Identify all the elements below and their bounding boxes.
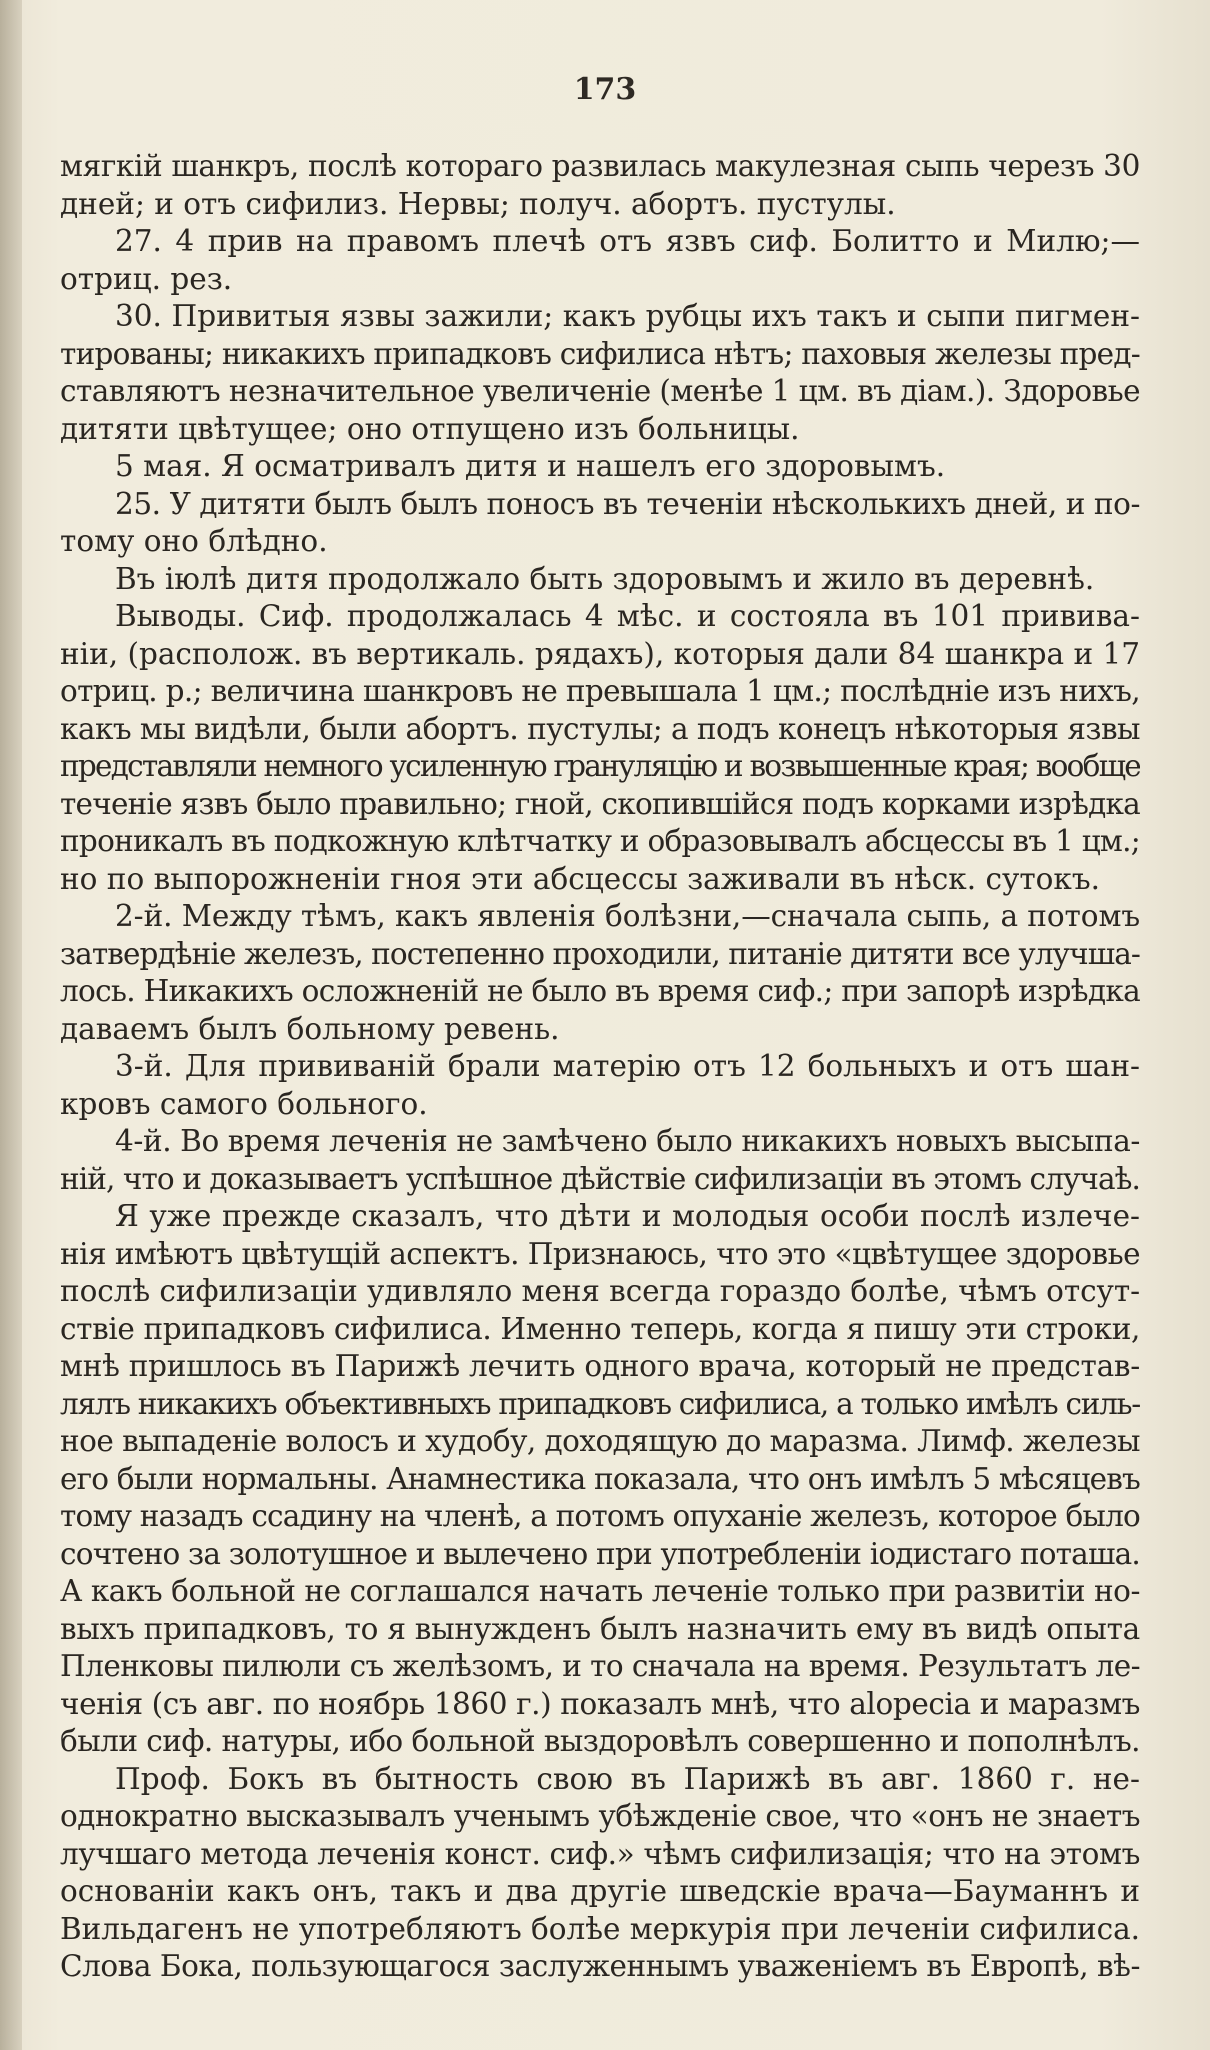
text-line: 25. У дитяти былъ былъ поносъ въ теченіи нѣсколькихъ дней, и по- <box>115 486 1140 521</box>
text-line: теченіе язвъ было правильно; гной, скопившійся подъ корками изрѣдка <box>60 786 1140 821</box>
text-line: ствіе припадковъ сифилиса. Именно теперь, когда я пишу эти строки, <box>60 1311 1140 1346</box>
text-line: отриц. рез. <box>60 261 233 296</box>
text-line: проникалъ въ подкожную клѣтчатку и образовывалъ абсцессы въ 1 цм.; <box>60 824 1140 858</box>
text-line: тированы; никакихъ припадковъ сифилиса нѣтъ; паховыя железы пред- <box>60 336 1140 371</box>
text-line: какъ мы видѣли, были абортъ. пустулы; а подъ конецъ нѣкоторыя язвы <box>60 711 1140 746</box>
text-line: мягкій шанкръ, послѣ котораго развилась макулезная сыпь черезъ 30 <box>60 149 1140 183</box>
text-line: были сиф. натуры, ибо больной выздоровѣлъ совершенно и пополнѣлъ. <box>60 1724 1140 1758</box>
text-line: А какъ больной не соглашался начать леченіе только при развитіи но- <box>60 1574 1140 1608</box>
text-line: но по выпорожненіи гноя эти абсцессы заживали въ нѣск. сутокъ. <box>60 861 1101 896</box>
text-line: тому оно блѣдно. <box>60 524 328 558</box>
text-line: отриц. р.; величина шанкровъ не превышала 1 цм.; послѣдніе изъ нихъ, <box>60 674 1140 708</box>
text-line: Въ іюлѣ дитя продолжало быть здоровымъ и жило въ деревнѣ. <box>115 561 1095 596</box>
text-line: Вильдагенъ не употребляютъ болѣе меркурія при леченіи сифилиса. <box>60 1911 1140 1946</box>
text-line: 30. Привитыя язвы зажили; какъ рубцы ихъ такъ и сыпи пигмен- <box>115 299 1140 333</box>
text-line: 5 мая. Я осматривалъ дитя и нашелъ его здоровымъ. <box>115 449 946 483</box>
text-line: ній, что и доказываетъ успѣшное дѣйствіе сифилизаціи въ этомъ случаѣ. <box>60 1161 1140 1196</box>
text-line: даваемъ былъ больному ревень. <box>60 1011 560 1046</box>
text-line: однократно высказывалъ ученымъ убѣжденіе свое, что «онъ не знаетъ <box>60 1799 1140 1833</box>
text-line: лось. Никакихъ осложненій не было въ время сиф.; при запорѣ изрѣдка <box>60 974 1140 1008</box>
text-line: Слова Бока, пользующагося заслуженнымъ уваженіемъ въ Европѣ, вѣ- <box>60 1949 1140 1983</box>
text-line: 3-й. Для прививаній брали матерію отъ 12 больныхъ и отъ шан- <box>115 1049 1140 1083</box>
text-line: ное выпаденіе волосъ и худобу, доходящую до маразма. Лимф. железы <box>60 1424 1140 1458</box>
page-gutter <box>0 0 22 2050</box>
text-line: Проф. Бокъ въ бытность свою въ Парижѣ въ авг. 1860 г. не- <box>115 1761 1140 1796</box>
body-text <box>60 148 1140 1986</box>
text-line: 27. 4 прив на правомъ плечѣ отъ язвъ сиф. Болитто и Милю;— <box>115 224 1140 258</box>
text-line: ніи, (располож. въ вертикаль. рядахъ), которыя дали 84 шанкра и 17 <box>60 636 1140 671</box>
text-line: Выводы. Сиф. продолжалась 4 мѣс. и состояла въ 101 привива- <box>115 599 1140 633</box>
text-line: ставляютъ незначительное увеличеніе (менѣе 1 цм. въ діам.). Здоровье <box>60 374 1140 408</box>
text-line: нія имѣютъ цвѣтущій аспектъ. Признаюсь, что это «цвѣтущее здоровье <box>60 1236 1140 1271</box>
text-line: дитяти цвѣтущее; оно отпущено изъ больницы. <box>60 411 800 446</box>
text-line: Пленковы пилюли съ желѣзомъ, и то сначала на время. Результатъ ле- <box>60 1649 1140 1683</box>
text-line: сочтено за золотушное и вылечено при употребленіи іодистаго поташа. <box>60 1536 1140 1571</box>
text-line: кровъ самого больного. <box>60 1086 428 1121</box>
text-line: послѣ сифилизаціи удивляло меня всегда гораздо болѣе, чѣмъ отсут- <box>60 1274 1140 1308</box>
text-line: затвердѣніе железъ, постепенно проходили, питаніе дитяти все улучша- <box>60 936 1140 971</box>
text-line: ченія (съ авг. по ноябрь 1860 г.) показалъ мнѣ, что alopecia и маразмъ <box>60 1686 1140 1721</box>
text-line: выхъ припадковъ, то я вынужденъ былъ назначить ему въ видѣ опыта <box>60 1611 1140 1646</box>
text-line: представляли немного усиленную грануляцію и возвышенные края; вообще <box>60 749 1140 783</box>
text-line: 4-й. Во время леченія не замѣчено было никакихъ новыхъ высыпа- <box>115 1124 1140 1158</box>
text-line: Я уже прежде сказалъ, что дѣти и молодыя особи послѣ излече- <box>115 1199 1140 1233</box>
text-line: 2-й. Между тѣмъ, какъ явленія болѣзни,—сначала сыпь, а потомъ <box>115 899 1140 933</box>
page-number: 173 <box>573 72 637 107</box>
text-line: дней; и отъ сифилиз. Нервы; получ. абортъ. пустулы. <box>60 186 896 221</box>
text-line: мнѣ пришлось въ Парижѣ лечить одного врача, который не представ- <box>60 1349 1140 1383</box>
text-line: лучшаго метода леченія конст. сиф.» чѣмъ сифилизація; что на этомъ <box>60 1836 1140 1871</box>
text-line: основаніи какъ онъ, такъ и два другіе шведскіе врача—Бауманнъ и <box>60 1874 1140 1908</box>
text-line: его были нормальны. Анамнестика показала, что онъ имѣлъ 5 мѣсяцевъ <box>60 1461 1140 1496</box>
text-line: лялъ никакихъ объективныхъ припадковъ сифилиса, а только имѣлъ силь- <box>60 1386 1140 1421</box>
text-line: тому назадъ ссадину на членѣ, а потомъ опуханіе железъ, которое было <box>60 1499 1140 1533</box>
